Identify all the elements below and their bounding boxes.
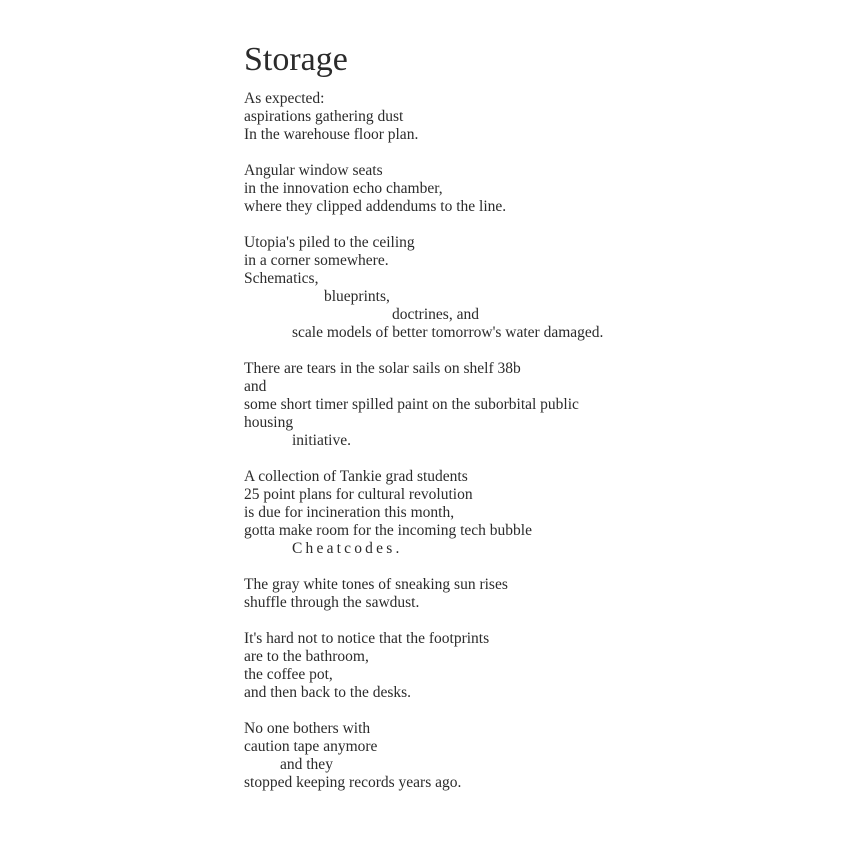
poem-line: and then back to the desks. <box>244 684 412 701</box>
poem-line: stopped keeping records years ago. <box>244 774 462 791</box>
poem-line: are to the bathroom, <box>244 648 369 665</box>
poem-line: scale models of better tomorrow's water damaged. <box>292 324 604 341</box>
stanza-8 <box>244 720 804 792</box>
poem-line: in a corner somewhere. <box>244 252 389 269</box>
stanza-6 <box>244 576 804 612</box>
poem-line: and <box>244 378 267 395</box>
poem-line: caution tape anymore <box>244 738 378 755</box>
poem-line: housing <box>244 414 294 431</box>
stanza-7 <box>244 630 804 702</box>
poem-line: the coffee pot, <box>244 666 333 683</box>
poem-line: blueprints, <box>324 288 390 305</box>
poem-line: The gray white tones of sneaking sun rises <box>244 576 508 593</box>
poem-line: aspirations gathering dust <box>244 108 404 125</box>
poem-line: Cheatcodes. <box>292 540 403 557</box>
poem-line: shuffle through the sawdust. <box>244 594 420 611</box>
poem-title: Storage <box>244 41 348 78</box>
poem-line: initiative. <box>292 432 351 449</box>
poem-line: 25 point plans for cultural revolution <box>244 486 473 503</box>
stanza-4 <box>244 360 804 450</box>
poem-line: Utopia's piled to the ceiling <box>244 234 415 251</box>
stanza-3 <box>244 234 804 342</box>
poem-line: A collection of Tankie grad students <box>244 468 468 485</box>
poem-line: gotta make room for the incoming tech bubble <box>244 522 532 539</box>
poem-line: and they <box>280 756 333 773</box>
poem-line: Angular window seats <box>244 162 383 179</box>
poem-line: As expected: <box>244 90 325 107</box>
poem-line: some short timer spilled paint on the suborbital public <box>244 396 579 413</box>
poem-line: doctrines, and <box>392 306 479 323</box>
poem-line: No one bothers with <box>244 720 371 737</box>
poem-line: is due for incineration this month, <box>244 504 455 521</box>
poem-line: There are tears in the solar sails on shelf 38b <box>244 360 521 377</box>
stanza-1 <box>244 90 804 144</box>
stanza-2 <box>244 162 804 216</box>
poem-line: Schematics, <box>244 270 319 287</box>
poem-line: where they clipped addendums to the line. <box>244 198 507 215</box>
poem-line: in the innovation echo chamber, <box>244 180 443 197</box>
stanza-5 <box>244 468 804 558</box>
poem <box>244 36 804 810</box>
poem-line: In the warehouse floor plan. <box>244 126 419 143</box>
poem-line: It's hard not to notice that the footprints <box>244 630 490 647</box>
